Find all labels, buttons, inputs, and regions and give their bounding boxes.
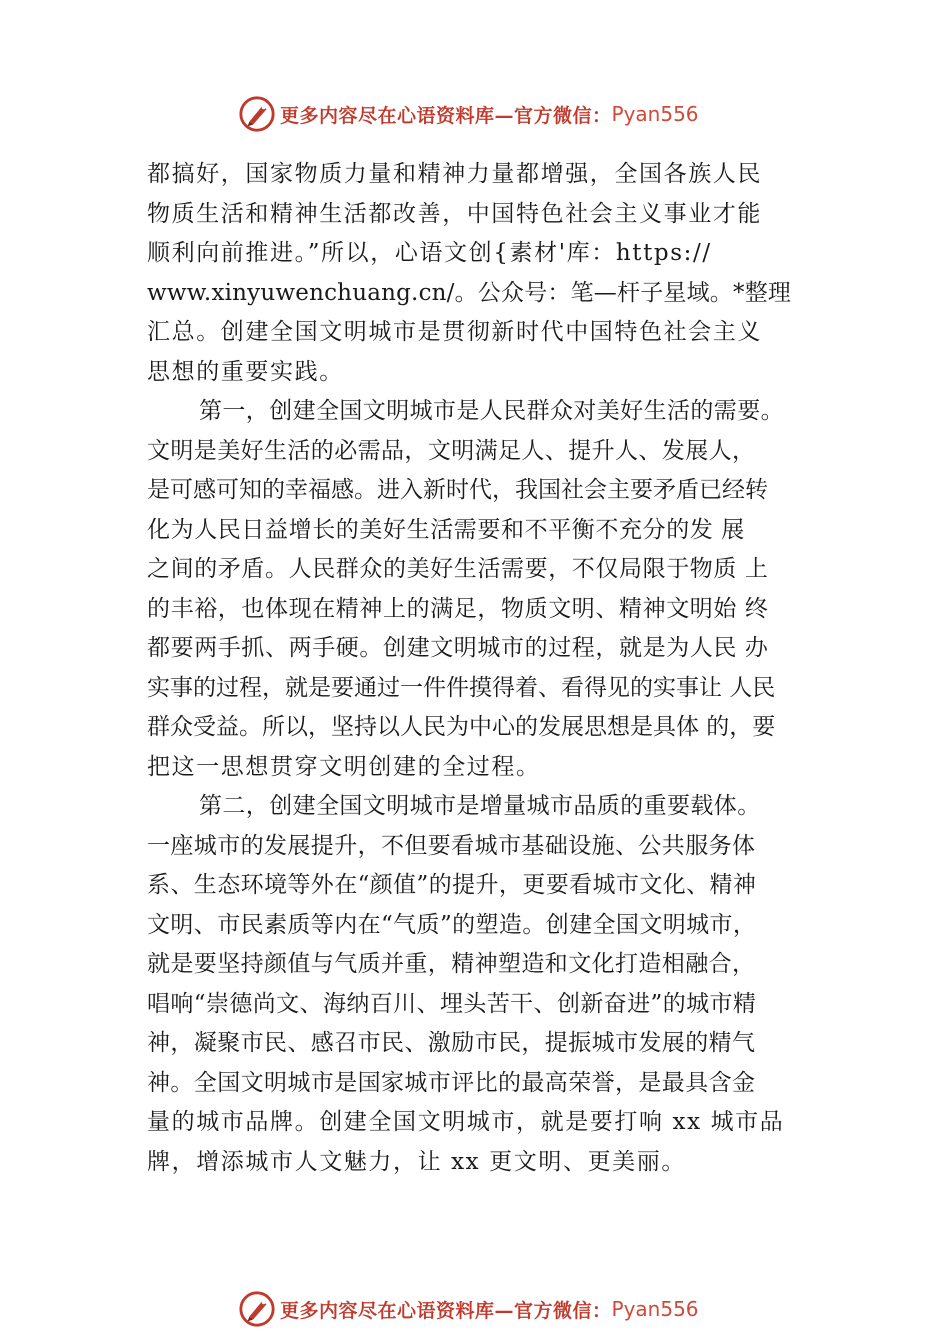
text-line: 牌，增添城市人文魅力，让 xx 更文明、更美丽。 [147,1148,686,1175]
text-line: 是可感可知的幸福感。进入新时代，我国社会主要矛盾已经转 [147,477,768,503]
header-wechat-id: Pyan556 [611,102,699,126]
footer-banner [238,1289,699,1329]
text-line: 把这一思想贯穿文明创建的全过程。 [147,753,541,780]
text-line: 的丰裕，也体现在精神上的满足，物质文明、精神文明始 终 [147,595,769,622]
text-line: 之间的矛盾。人民群众的美好生活需要，不仅局限于物质 上 [147,556,769,582]
text-line: 都要两手抓、两手硬。创建文明城市的过程，就是为人民 办 [147,635,769,661]
text-line: 唱响“崇德尚文、海纳百川、埋头苦干、创新奋进”的城市精 [147,990,757,1017]
document-body [147,155,837,1182]
footer-banner-text: 更多内容尽在心语资料库—官方微信： [280,1299,612,1322]
text-line: 文明是美好生活的必需品，文明满足人、提升人、发展人， [147,437,756,464]
paragraph-heading-2: 第二，创建全国文明城市是增量城市品质的重要载体。 [199,793,761,819]
text-line: 顺利向前推进。”所以，心语文创{素材'库：https:// [147,240,712,266]
pen-nib-logo-icon [238,1290,276,1328]
header-banner-text: 更多内容尽在心语资料库—官方微信： [280,104,612,127]
text-line: 思想的重要实践。 [147,358,344,385]
footer-wechat-id: Pyan556 [611,1297,699,1321]
text-line: 汇总。创建全国文明城市是贯彻新时代中国特色社会主义 [147,319,762,345]
text-line: 量的城市品牌。创建全国文明城市，就是要打响 xx 城市品 [147,1109,785,1135]
text-line: 神，凝聚市民、感召市民、激励市民，提振城市发展的精气 [147,1030,756,1056]
text-line: 一座城市的发展提升，不但要看城市基础设施、公共服务体 [147,832,756,859]
pen-nib-logo-icon [238,95,276,133]
text-line: 文明、市民素质等内在“气质”的塑造。创建全国文明城市， [147,911,757,938]
text-line: www.xinyuwenchuang.cn/。公众号：笔—杆子星域。*整理 [147,279,792,306]
paragraph-heading-1: 第一，创建全国文明城市是人民群众对美好生活的需要。 [199,398,784,424]
text-line: 化为人民日益增长的美好生活需要和不平衡不充分的发 展 [147,516,745,543]
header-banner [238,94,699,134]
text-line: 群众受益。所以，坚持以人民为中心的发展思想是具体 的，要 [147,714,776,740]
text-line: 系、生态环境等外在“颜值”的提升，更要看城市文化、精神 [147,872,757,898]
text-line: 都搞好，国家物质力量和精神力量都增强，全国各族人民 [147,161,762,187]
text-line: 实事的过程，就是要通过一件件摸得着、看得见的实事让 人民 [147,674,776,701]
text-line: 就是要坚持颜值与气质并重，精神塑造和文化打造相融合， [147,951,756,977]
text-line: 神。全国文明城市是国家城市评比的最高荣誉，是最具含金 [147,1069,756,1096]
text-line: 物质生活和精神生活都改善，中国特色社会主义事业才能 [147,200,762,227]
